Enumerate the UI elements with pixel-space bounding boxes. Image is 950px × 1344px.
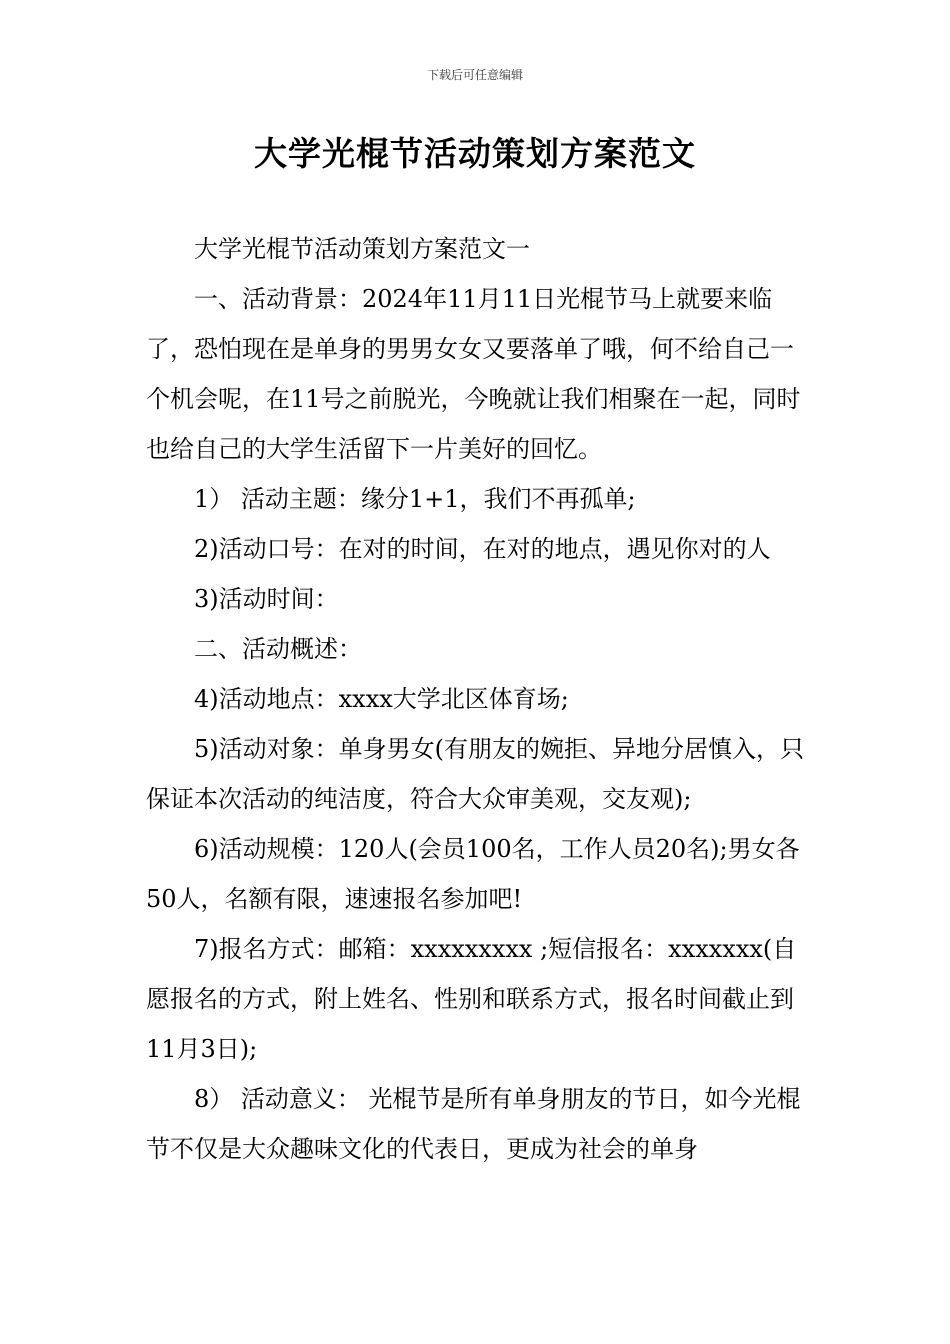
- paragraph-registration: 7)报名方式：邮箱：xxxxxxxxx ;短信报名：xxxxxxx(自愿报名的方式，附上姓名、性别和联系方式，报名时间截止到11月3日);: [146, 935, 797, 1063]
- header-note: 下载后可任意编辑: [426, 68, 523, 82]
- document-body: [146, 224, 808, 1174]
- paragraph-overview-heading: 二、活动概述：: [194, 635, 362, 663]
- paragraph-slogan: 2)活动口号：在对的时间，在对的地点，遇见你对的人: [194, 535, 771, 563]
- paragraph-background: 一、活动背景：2024年11月11日光棍节马上就要来临了，恐怕现在是单身的男男女女又要落单了哦，何不给自己一个机会呢，在11号之前脱光，今晚就让我们相聚在一起，同时也给自己的大学生活留下一片美好的回忆。: [146, 285, 801, 463]
- paragraph-significance: 8） 活动意义： 光棍节是所有单身朋友的节日，如今光棍节不仅是大众趣味文化的代表日，更成为社会的单身: [146, 1085, 801, 1163]
- paragraph-theme: 1） 活动主题：缘分1+1，我们不再孤单;: [194, 485, 636, 513]
- document-title: 大学光棍节活动策划方案范文: [254, 134, 696, 173]
- paragraph-time: 3)活动时间：: [194, 585, 339, 613]
- paragraph-audience: 5)活动对象：单身男女(有朋友的婉拒、异地分居慎入，只保证本次活动的纯洁度，符合大众审美观，交友观);: [146, 735, 804, 813]
- paragraph-location: 4)活动地点：xxxx大学北区体育场;: [194, 685, 569, 713]
- paragraph-scale: 6)活动规模：120人(会员100名，工作人员20名);男女各50人，名额有限，速速报名参加吧!: [146, 835, 800, 913]
- section-heading: 大学光棍节活动策划方案范文一: [194, 235, 530, 263]
